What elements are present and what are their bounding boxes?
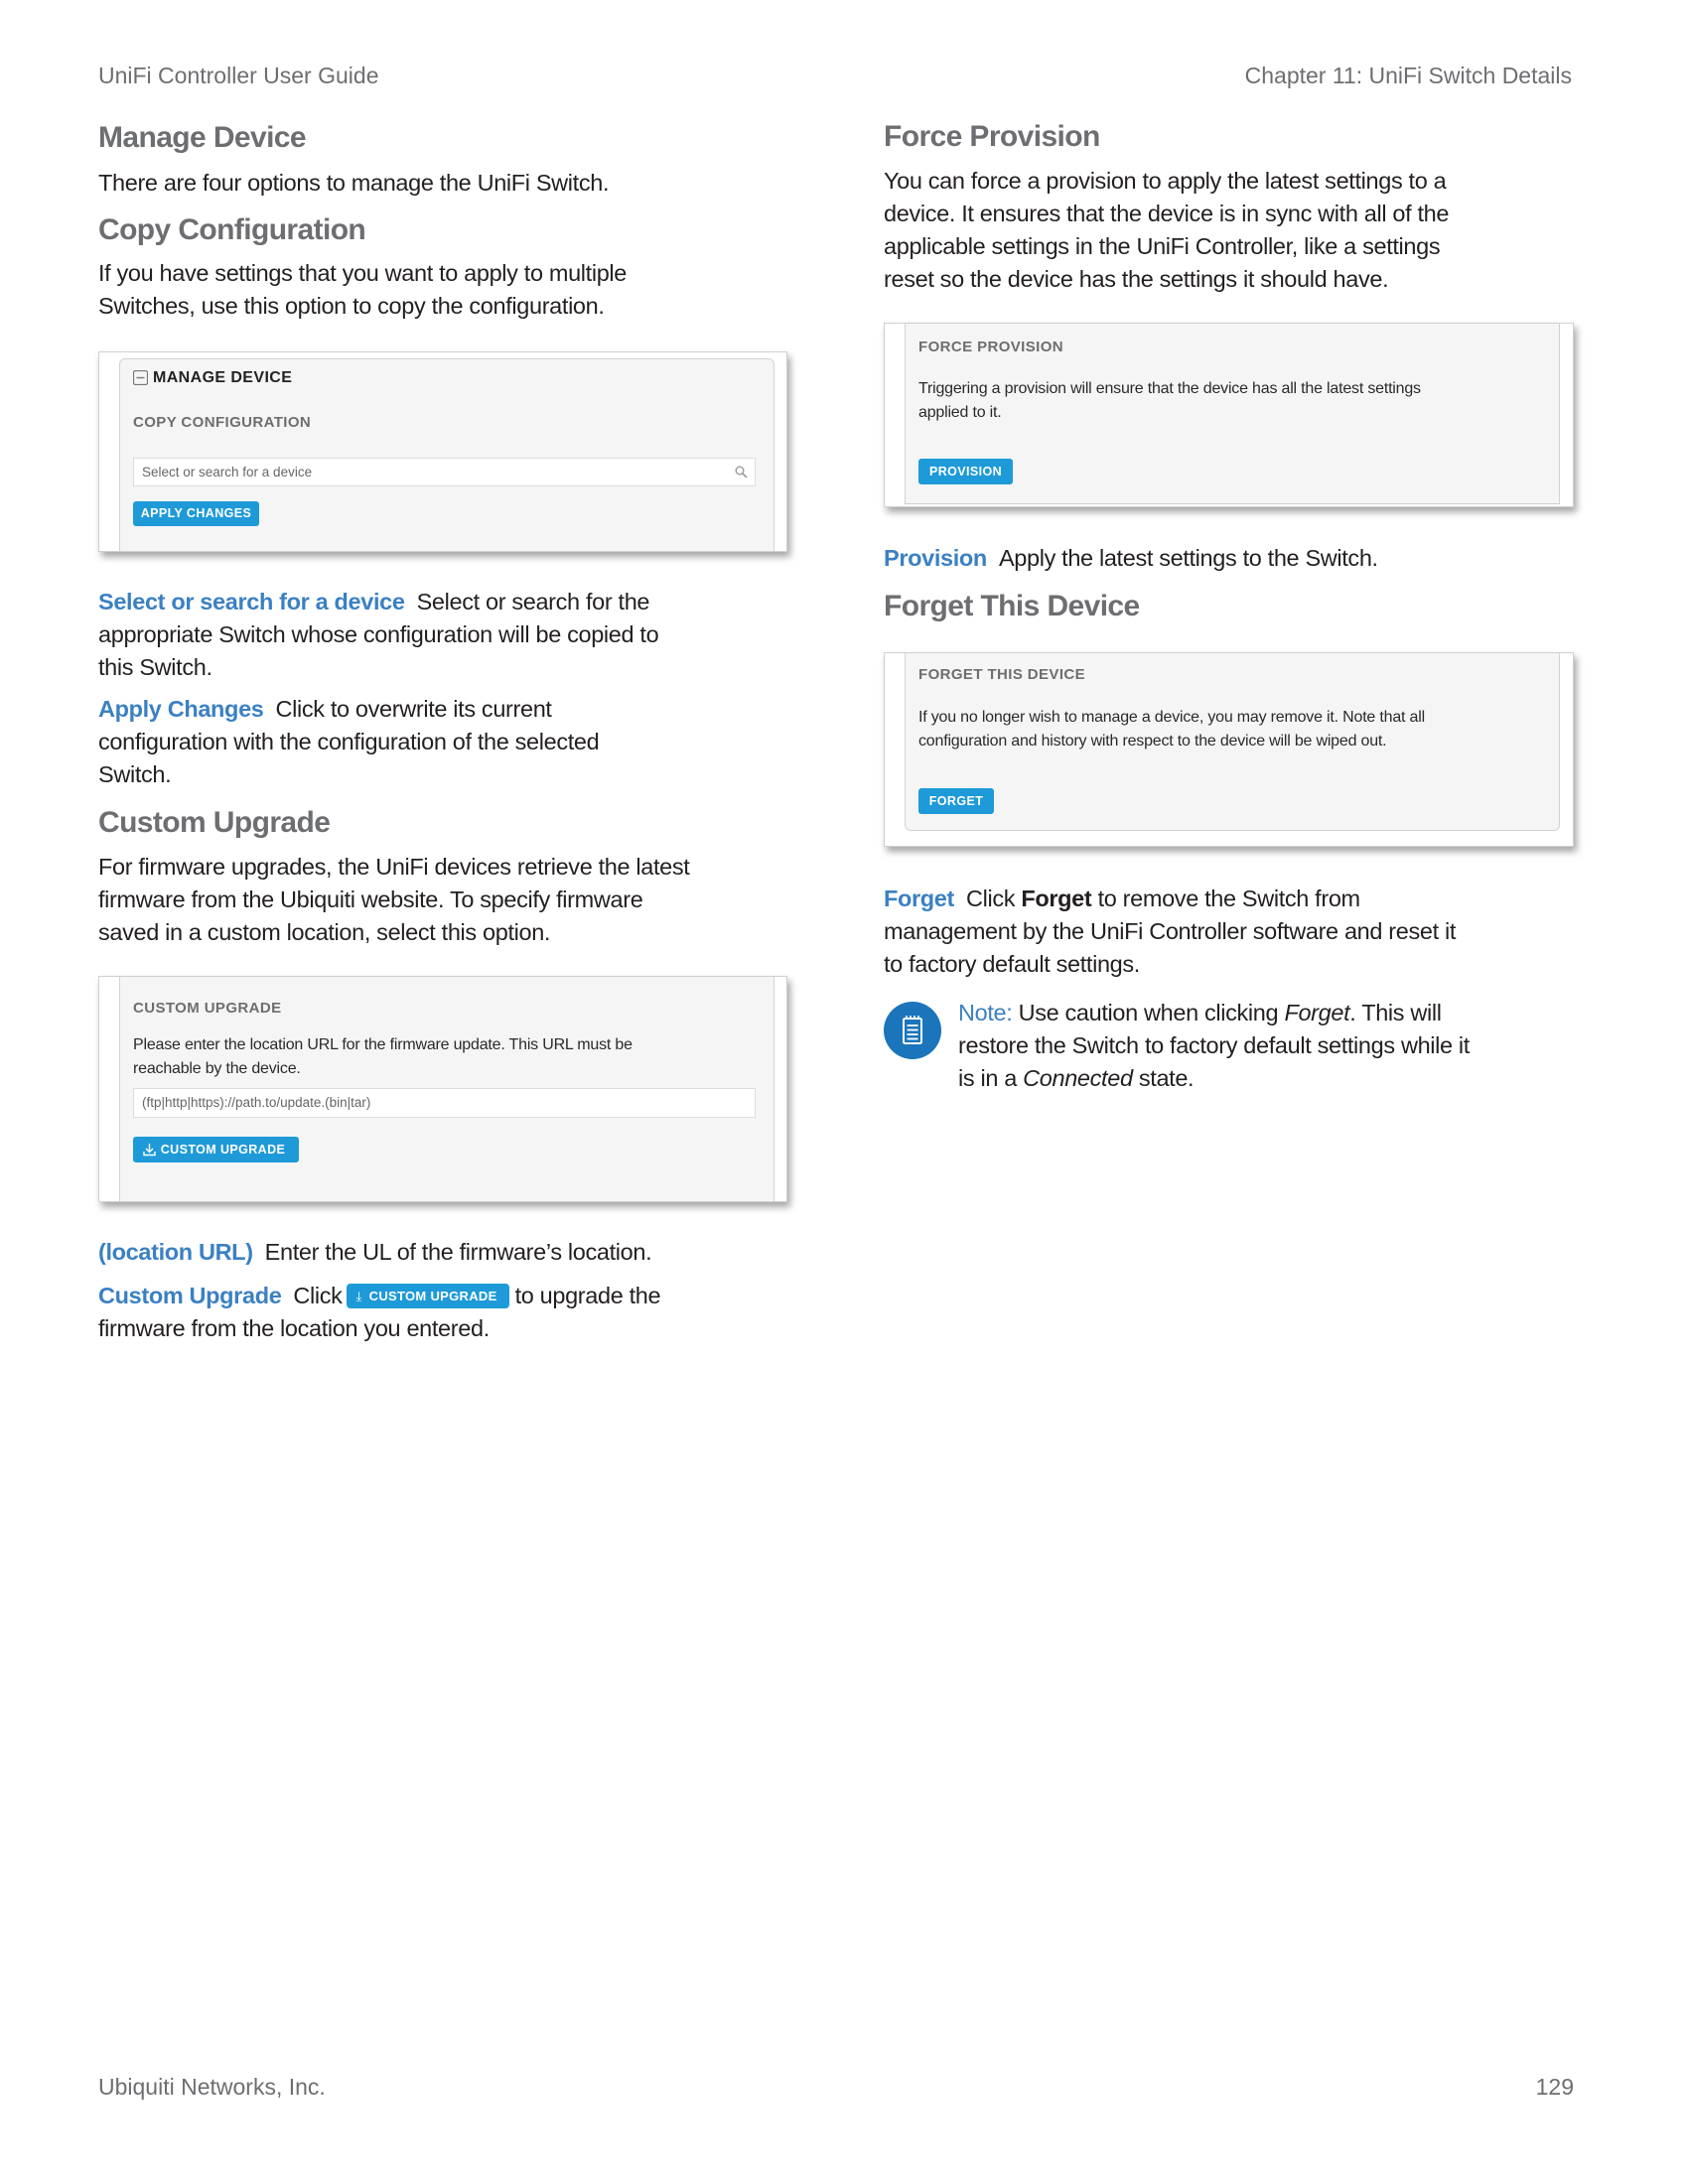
note-text: is in a [958,1065,1017,1091]
section-title-forget-device: Forget This Device [884,590,1140,622]
inline-button-label: CUSTOM UPGRADE [368,1289,497,1303]
section-title-custom-upgrade: Custom Upgrade [98,806,331,839]
definition-text-line: to factory default settings. [884,951,1140,977]
note-line [958,997,1442,1029]
definition-text-line: Switch. [98,761,172,787]
force-provision-label: FORCE PROVISION [918,339,1064,355]
manage-device-screenshot [98,351,787,552]
firmware-url-input[interactable] [133,1088,756,1118]
definition-text: Enter the UL of the firmware’s location. [264,1239,652,1265]
custom-upgrade-label: CUSTOM UPGRADE [133,1000,282,1017]
provision-button[interactable]: PROVISION [918,459,1013,484]
device-search-input[interactable] [133,458,756,486]
definition-text: to upgrade the [514,1283,661,1308]
running-header-title: UniFi Controller User Guide [98,63,379,88]
custom-upgrade-button[interactable] [133,1137,299,1162]
definition-text-line: appropriate Switch whose configuration will be copied to [98,621,659,647]
definition-text-line: firmware from the location you entered. [98,1315,490,1341]
definition-forget [884,883,1360,915]
section-title-manage-device: Manage Device [98,121,306,154]
forget-device-screenshot [884,652,1574,847]
forget-device-label: FORGET THIS DEVICE [918,666,1086,683]
definition-text: Click [966,886,1016,911]
custom-upgrade-instructions: reachable by the device. [133,1060,301,1077]
note-line [958,1062,1194,1095]
definition-select-or-search [98,586,649,618]
definition-location-url [98,1236,651,1269]
force-provision-body-line: applicable settings in the UniFi Controller, like a settings [884,233,1441,259]
definition-bold-forget: Forget [1021,886,1092,911]
custom-upgrade-body-line: For firmware upgrades, the UniFi devices retrieve the latest [98,854,690,880]
definition-term: Forget [884,886,955,911]
section-title-force-provision: Force Provision [884,120,1100,153]
forget-device-instructions: configuration and history with respect to the device will be wiped out. [918,733,1387,750]
force-provision-panel [905,323,1560,504]
custom-upgrade-body-line: saved in a custom location, select this option. [98,919,551,945]
firmware-url-placeholder: (ftp|http|https)://path.to/update.(bin|tar) [142,1095,371,1110]
copy-configuration-label: COPY CONFIGURATION [133,414,312,431]
force-provision-screenshot [884,323,1574,507]
section-title-copy-configuration: Copy Configuration [98,213,366,246]
custom-upgrade-body-line: firmware from the Ubiquiti website. To specify firmware [98,887,643,912]
definition-text-line: management by the UniFi Controller software and reset it [884,918,1457,944]
note-text: . This will [1349,1000,1442,1025]
note-italic: Forget [1284,1000,1350,1025]
definition-text: Click to overwrite its current [275,696,552,722]
definition-apply-changes [98,693,552,726]
definition-text-line: this Switch. [98,654,212,680]
force-provision-instructions: applied to it. [918,404,1002,421]
note-icon [884,1002,941,1059]
definition-text: Apply the latest settings to the Switch. [998,545,1378,571]
note-text: state. [1138,1065,1195,1091]
forget-device-panel [905,652,1560,831]
custom-upgrade-instructions: Please enter the location URL for the firmware update. This URL must be [133,1036,633,1053]
force-provision-body-line: device. It ensures that the device is in sync with all of the [884,201,1450,226]
force-provision-body-line: You can force a provision to apply the latest settings to a [884,168,1447,194]
definition-text: to remove the Switch from [1097,886,1360,911]
note-italic: Connected [1023,1065,1133,1091]
definition-text-line: configuration with the configuration of the selected [98,729,600,754]
forget-button[interactable]: FORGET [918,788,994,814]
note-line: restore the Switch to factory default settings while it [958,1032,1470,1058]
collapse-icon[interactable] [133,370,148,385]
definition-provision [884,542,1378,575]
download-icon: ⤓ [355,1289,362,1303]
forget-device-instructions: If you no longer wish to manage a device, you may remove it. Note that all [918,709,1425,726]
force-provision-instructions: Triggering a provision will ensure that the device has all the latest settings [918,380,1421,397]
apply-changes-button[interactable]: APPLY CHANGES [133,501,259,526]
copy-config-body-line: Switches, use this option to copy the configuration. [98,293,605,319]
copy-config-body-line: If you have settings that you want to apply to multiple [98,260,628,286]
definition-term: Provision [884,545,987,571]
force-provision-body-line: reset so the device has the settings it should have. [884,266,1389,292]
definition-custom-upgrade [98,1280,660,1312]
note-text: Use caution when clicking [1018,1000,1279,1025]
custom-upgrade-screenshot [98,976,787,1202]
definition-term: Custom Upgrade [98,1283,282,1308]
definition-term: Apply Changes [98,696,264,722]
definition-term: (location URL) [98,1239,253,1265]
custom-upgrade-button-label: CUSTOM UPGRADE [160,1143,286,1157]
manage-device-panel [119,358,774,552]
manage-device-header: MANAGE DEVICE [153,369,293,386]
footer-company: Ubiquiti Networks, Inc. [98,2074,326,2100]
download-icon [143,1143,156,1157]
inline-custom-upgrade-button [347,1284,509,1308]
search-icon [735,466,748,478]
page-number: 129 [1535,2074,1574,2100]
note-label: Note: [958,1000,1013,1025]
definition-text: Select or search for the [416,589,650,614]
definition-text: Click [293,1283,343,1308]
definition-term: Select or search for a device [98,589,405,614]
manage-device-intro: There are four options to manage the UniFi Switch. [98,170,610,196]
running-header-chapter: Chapter 11: UniFi Switch Details [1244,63,1572,88]
device-search-placeholder: Select or search for a device [142,465,313,479]
custom-upgrade-panel [119,976,774,1202]
